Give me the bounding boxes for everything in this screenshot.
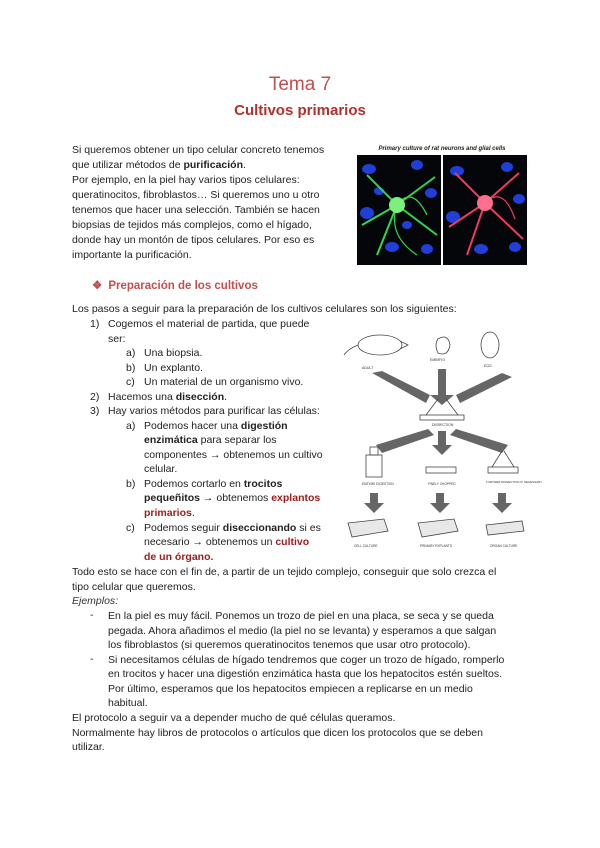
example-text: en trocitos y hacer una digestión enzimática hasta que los hepatocitos estén sueltos.: [108, 668, 502, 680]
diamond-bullet-icon: ❖: [92, 280, 103, 292]
sub-step-number: c): [126, 376, 135, 388]
intro-line: Por ejemplo, en la piel hay varios tipos celulares:: [72, 174, 300, 186]
sub-step-number: c): [126, 522, 135, 534]
page-title: Tema 7: [268, 74, 332, 95]
microscopy-figure: [357, 146, 527, 266]
label-explants: PRIMARY EXPLANTS: [420, 544, 452, 548]
sub-step-number: a): [126, 347, 136, 359]
egg-icon: [481, 332, 499, 358]
example-text: habitual.: [108, 697, 148, 709]
sub-step-number: a): [126, 420, 136, 432]
label-finely: FINELY CHOPPED: [428, 482, 456, 486]
closing-line: El protocolo a seguir va a depender mucho de qué células queramos.: [72, 712, 396, 724]
sub-step-number: b): [126, 478, 136, 490]
dash-bullet: -: [90, 653, 94, 665]
sub-step-text: primarios.: [144, 507, 195, 519]
red-glial-image: [443, 155, 527, 265]
rat-icon: [344, 335, 408, 355]
sub-step-text: Podemos cortarlo en trocitos: [144, 478, 283, 490]
page-subtitle: Cultivos primarios: [234, 102, 366, 119]
steps-intro: Los pasos a seguir para la preparación de los cultivos celulares son los siguientes:: [72, 303, 457, 315]
green-neuron-image: [357, 155, 441, 265]
explant-flask-icon: [418, 519, 458, 537]
step-text: Hay varios métodos para purificar las células:: [108, 405, 320, 417]
intro-line: que utilizar métodos de purificación.: [72, 159, 246, 171]
sub-step-number: b): [126, 362, 136, 374]
down-arrows: [364, 493, 512, 513]
examples-label: Ejemplos:: [72, 595, 119, 607]
example-text: En la piel es muy fácil. Ponemos un trozo de piel en una placa, se seca y se queda: [108, 610, 494, 622]
figure-caption: Primary culture of rat neurons and glial cells: [378, 146, 506, 152]
step-text: ser:: [108, 333, 126, 345]
step-number: 3): [90, 405, 100, 417]
closing-line: Normalmente hay libros de protocolos o artículos que dicen los protocolos que se deben: [72, 727, 483, 739]
intro-line: importante la purificación.: [72, 249, 192, 261]
intro-bold-word: purificación: [183, 159, 243, 171]
sub-step-text: componentes → obtenemos un cultivo: [144, 449, 323, 461]
sub-step-text: Un material de un organismo vivo.: [144, 376, 304, 388]
sub-step-text: celular.: [144, 463, 178, 475]
label-cell-culture: CELL CULTURE: [354, 544, 378, 548]
organ-culture-icon: [486, 521, 524, 535]
label-organ-culture: ORGAN CULTURE: [490, 544, 518, 548]
chopped-dish-icon: [426, 467, 456, 473]
step-number: 2): [90, 391, 100, 403]
culture-method-diagram: [342, 325, 542, 555]
converge-arrows: [372, 369, 512, 405]
intro-line: donde hay un montón de tipos celulares. Por eso es: [72, 234, 315, 246]
intro-line: tenemos que hacer una selección. También se hacen: [72, 204, 320, 216]
intro-line: Si queremos obtener un tipo celular concreto tenemos: [72, 144, 325, 156]
step-number: 1): [90, 318, 100, 330]
sub-step-text: pequeñitos → obtenemos explantos: [144, 492, 321, 504]
label-further: FURTHER DISSECTION IF NECESSARY: [486, 480, 542, 484]
example-text: los fibroblastos (si queremos queratinocitos tenemos que usar otro protocolo).: [108, 639, 471, 651]
sub-step-text: Un explanto.: [144, 362, 203, 374]
step-text: Hacemos una disección.: [108, 391, 228, 403]
example-text: Si necesitamos células de hígado tendremos que coger un trozo de hígado, romperlo: [108, 654, 505, 666]
further-dissection-icon: [488, 451, 518, 473]
sub-step-text: enzimática para separar los: [144, 434, 277, 446]
cell-culture-flask-icon: [348, 519, 388, 537]
example-text: pegada. Ahora añadimos el medio (la piel no se levanta) y esperamos a que salgan: [108, 625, 497, 637]
summary-line: Todo esto se hace con el fin de, a partir de un tejido complejo, conseguir que solo crezca el: [72, 566, 497, 578]
section-heading: ❖ Preparación de los cultivos: [92, 280, 258, 292]
label-embryo: EMBRYO: [430, 358, 446, 362]
label-egg: EGG: [484, 364, 492, 368]
summary-line: tipo celular que queremos.: [72, 581, 196, 593]
embryo-icon: [436, 337, 450, 354]
step-text: Cogemos el material de partida, que puede: [108, 318, 310, 330]
sub-step-text: Podemos hacer una digestión: [144, 420, 288, 432]
closing-line: utilizar.: [72, 741, 105, 753]
sub-step-text: necesario → obtenemos un cultivo: [144, 536, 310, 548]
sub-step-text: de un órgano.: [144, 551, 214, 563]
diverge-arrows: [376, 429, 508, 455]
label-dissection: DISSECTION: [432, 423, 454, 427]
intro-paragraph: [72, 143, 347, 263]
example-text: Por último, esperamos que los hepatocitos empiecen a replicarse en un medio: [108, 683, 473, 695]
intro-line: biopsias de tejidos más complejos, como el hígado,: [72, 219, 312, 231]
label-enzyme: ENZYME DIGESTION: [362, 482, 394, 486]
sub-step-text: Podemos seguir diseccionando si es: [144, 522, 321, 534]
sub-step-text: Una biopsia.: [144, 347, 203, 359]
label-adult: ADULT: [362, 366, 374, 370]
enzyme-flask-icon: [366, 447, 382, 477]
intro-line: queratinocitos, fibroblastos… Si queremos uno u otro: [72, 189, 320, 201]
dash-bullet: -: [90, 609, 94, 621]
